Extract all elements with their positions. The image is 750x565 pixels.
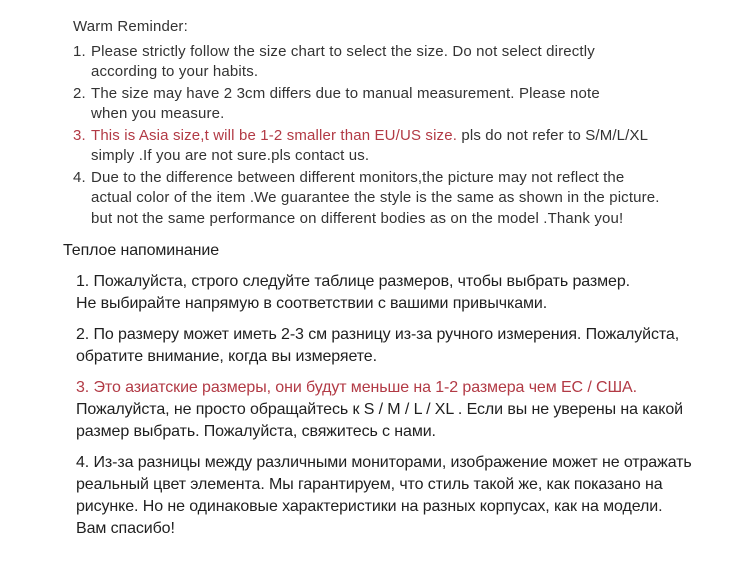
text-line — [76, 346, 692, 368]
text-segment: Due to the difference between different monitors,the picture may not reflect the — [91, 168, 625, 186]
text-segment: 2. По размеру может иметь 2-3 см разницу из-за ручного измерения. Пожалуйста, — [76, 326, 680, 343]
text-line — [76, 518, 692, 540]
text-segment: реальный цвет элемента. Мы гарантируем, что стиль такой же, как показано на — [76, 476, 663, 493]
list-item-number: 1. — [73, 42, 86, 60]
text-line — [76, 474, 692, 496]
ru-title: Теплое напоминание — [63, 242, 220, 259]
ru-paragraphs — [63, 271, 692, 540]
text-segment: обратите внимание, когда вы измеряете. — [76, 348, 377, 365]
list-item-number: 2. — [73, 84, 86, 102]
text-line — [91, 84, 660, 105]
en-list-item — [73, 126, 660, 167]
text-line — [91, 104, 660, 125]
text-line — [91, 42, 660, 63]
text-line — [91, 168, 660, 189]
text-line — [76, 271, 692, 293]
text-line — [91, 62, 660, 83]
text-segment: when you measure. — [91, 105, 225, 122]
text-line — [76, 293, 692, 315]
en-title: Warm Reminder: — [73, 18, 188, 35]
en-list-item — [73, 84, 660, 125]
en-list — [73, 42, 660, 230]
list-item-number: 4. — [73, 168, 86, 186]
text-segment: according to your habits. — [91, 63, 259, 80]
list-item-body — [91, 84, 660, 125]
text-line — [76, 421, 692, 443]
text-line — [91, 188, 660, 209]
highlighted-text-segment: 3. Это азиатские размеры, они будут меньше на 1-2 размера чем ЕС / США. — [76, 379, 637, 396]
text-line — [91, 146, 660, 167]
ru-paragraph — [76, 324, 692, 368]
list-item-body — [91, 168, 660, 230]
warm-reminder-en-section — [73, 17, 660, 229]
text-segment: 1. Пожалуйста, строго следуйте таблице размеров, чтобы выбрать размер. — [76, 273, 630, 290]
text-segment: actual color of the item .We guarantee the style is the same as shown in the picture. — [91, 189, 660, 206]
text-segment: but not the same performance on different bodies as on the model .Thank you! — [91, 209, 624, 227]
warm-reminder-ru-section — [63, 240, 692, 540]
text-segment: The size may have 2 3cm differs due to manual measurement. Please note — [91, 84, 600, 102]
text-segment: Не выбирайте напрямую в соответствии с вашими привычками. — [76, 295, 548, 312]
text-segment: Вам спасибо! — [76, 520, 175, 537]
list-item-body — [91, 42, 660, 83]
en-list-item — [73, 168, 660, 230]
ru-paragraph — [76, 452, 692, 540]
ru-paragraph — [76, 271, 692, 315]
list-item-body — [91, 126, 660, 167]
en-list-item — [73, 42, 660, 83]
text-line — [76, 496, 692, 518]
text-segment: pls do not refer to S/M/L/XL — [457, 126, 649, 144]
text-line — [76, 324, 692, 346]
text-segment: размер выбрать. Пожалуйста, свяжитесь с нами. — [76, 423, 436, 440]
text-line — [76, 377, 692, 399]
highlighted-text-segment: This is Asia size,t will be 1-2 smaller than EU/US size. — [91, 126, 458, 144]
text-line — [91, 126, 660, 147]
text-line — [76, 452, 692, 474]
text-segment: Please strictly follow the size chart to select the size. Do not select directly — [91, 42, 595, 60]
ru-paragraph — [76, 377, 692, 443]
list-item-number: 3. — [73, 126, 86, 144]
text-segment: 4. Из-за разницы между различными мониторами, изображение может не отражать — [76, 454, 692, 471]
text-line — [76, 399, 692, 421]
text-segment: рисунке. Но не одинаковые характеристики на разных корпусах, как на модели. — [76, 498, 663, 515]
text-segment: simply .If you are not sure.pls contact us. — [91, 147, 370, 164]
text-line — [91, 209, 660, 230]
text-segment: Пожалуйста, не просто обращайтесь к S / M / L / XL . Если вы не уверены на какой — [76, 401, 684, 418]
